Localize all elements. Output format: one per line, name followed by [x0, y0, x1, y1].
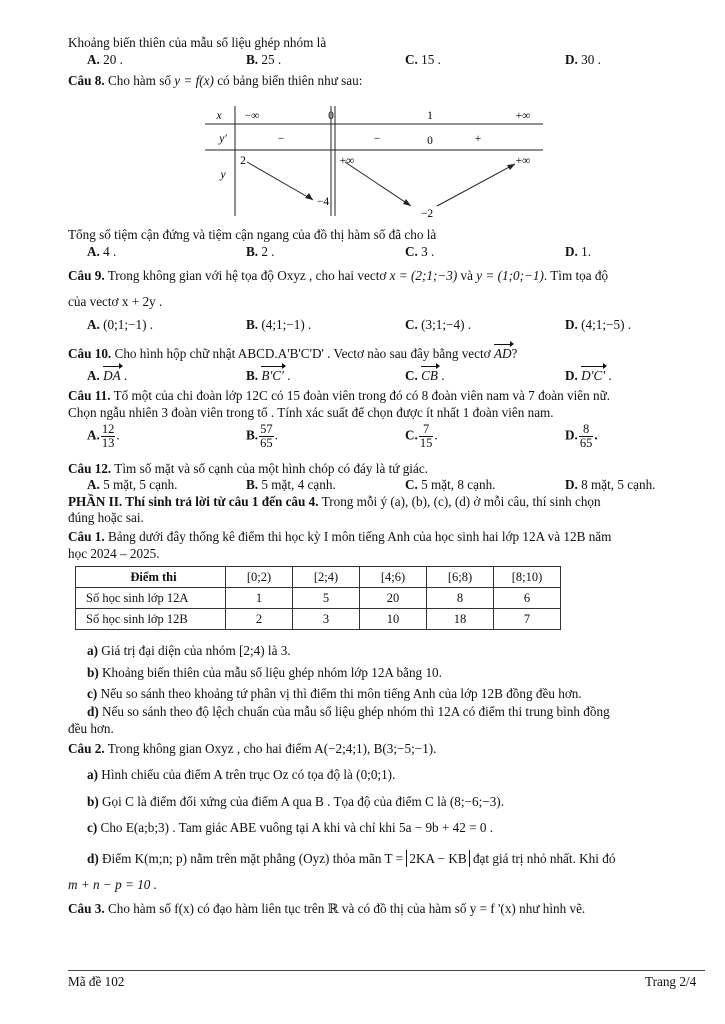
q8-option-d[interactable]: D. 1. [565, 244, 592, 259]
part2-heading: PHẦN II. Thí sinh trả lời từ câu 1 đến câu 4. Trong mỗi ý (a), (b), (c), (d) ở mỗi câu, thí sinh chọn [68, 494, 601, 509]
p2q2-item-c[interactable]: c) Cho E(a;b;3) . Tam giác ABE vuông tại A khi và chỉ khi 5a − 9b + 42 = 0 . [87, 820, 494, 835]
table-cell: 3 [293, 609, 360, 630]
table-cell: 10 [360, 609, 427, 630]
table-header-cell: [2;4) [293, 567, 360, 588]
vt-yp-2: 0 [427, 135, 433, 147]
q10-stem: Câu 10. Cho hình hộp chữ nhật ABCD.A'B'C'D' . Vectơ nào sau đây bằng vectơ AD? [68, 346, 518, 361]
p2q3-stem: Câu 3. Cho hàm số f(x) có đạo hàm liên tục trên ℝ và có đồ thị của hàm số y = f '(x) như hình vẽ. [68, 901, 586, 916]
vt-yp-3: + [474, 133, 482, 145]
table-cell: 18 [427, 609, 494, 630]
p2q2-item-b[interactable]: b) Gọi C là điểm đối xứng của điểm A qua B . Tọa độ của điểm C là (8;−6;−3). [87, 794, 504, 809]
vt-y-2: +∞ [339, 155, 355, 167]
q11-option-c[interactable]: C. $\frac{7}{15}$ . [405, 422, 438, 450]
vt-y-0: 2 [240, 155, 246, 167]
vt-y-1: −4 [316, 196, 330, 208]
table-cell: 1 [226, 588, 293, 609]
p2q1-item-c[interactable]: c) Nếu so sánh theo khoảng tứ phân vị thì điểm thi môn tiếng Anh của lớp 12B đồng đều hơn. [87, 686, 582, 701]
q9-option-b[interactable]: B. (4;1;−1) . [246, 317, 312, 332]
vt-yp-0: − [277, 133, 285, 145]
table-row [76, 609, 561, 630]
vt-yp-label: y' [219, 133, 227, 145]
q7-option-a[interactable]: A. 20 . [87, 52, 123, 67]
p2q2-item-d-line2: m + n − p = 10 . [68, 877, 157, 892]
vt-y-3: −2 [420, 208, 434, 220]
q7-stem: Khoảng biến thiên của mẫu số liệu ghép nhóm là [68, 35, 327, 50]
vt-x-3: +∞ [515, 110, 531, 122]
vt-x-label: x [216, 110, 222, 122]
variation-table [205, 104, 545, 224]
q8-option-a[interactable]: A. 4 . [87, 244, 117, 259]
q12-option-b[interactable]: B. 5 mặt, 4 cạnh. [246, 477, 336, 492]
q10-option-a[interactable]: A. DA . [87, 368, 128, 383]
table-cell: 20 [360, 588, 427, 609]
vt-y-label: y [220, 169, 226, 181]
q9-stem-line2: của vectơ x + 2y . [68, 294, 163, 309]
vt-x-0: −∞ [244, 110, 260, 122]
p2q1-item-b[interactable]: b) Khoảng biến thiên của mẫu số liệu ghép nhóm lớp 12A bằng 10. [87, 665, 442, 680]
t-expression: 2KA − KB [406, 850, 469, 867]
q10-option-b[interactable]: B. B'C' . [246, 368, 291, 383]
table-cell: 7 [494, 609, 561, 630]
table-cell: 5 [293, 588, 360, 609]
q8-question: Tổng số tiệm cận đứng và tiệm cận ngang của đồ thị hàm số đã cho là [68, 227, 437, 242]
q8-stem: Câu 8. Cho hàm số y = f(x) có bảng biến thiên như sau: [68, 73, 363, 88]
table-header-cell: [6;8) [427, 567, 494, 588]
arrow-down-1 [247, 162, 313, 200]
q10-option-c[interactable]: C. CB . [405, 368, 445, 383]
p2q2-item-a[interactable]: a) Hình chiếu của điểm A trên trục Oz có tọa độ là (0;0;1). [87, 767, 396, 782]
vector-ad: AD [493, 346, 512, 361]
table-header-row [76, 567, 561, 588]
q12-option-a[interactable]: A. 5 mặt, 5 cạnh. [87, 477, 178, 492]
q11-option-d[interactable]: D. $\frac{8}{65}$ . [565, 422, 598, 450]
p2q1-item-d-line2: đều hơn. [68, 721, 114, 736]
q7-option-b[interactable]: B. 25 . [246, 52, 282, 67]
q11-option-b[interactable]: B. $\frac{57}{65}$ . [246, 422, 278, 450]
q11-option-a[interactable]: A. $\frac{12}{13}$ . [87, 422, 120, 450]
q12-stem: Câu 12. Tìm số mặt và số cạnh của một hình chóp có đáy là tứ giác. [68, 461, 428, 476]
vt-y-4: +∞ [515, 155, 531, 167]
table-header-cell: [0;2) [226, 567, 293, 588]
footer-page-number: Trang 2/4 [645, 974, 697, 989]
table-header-cell: [4;6) [360, 567, 427, 588]
table-cell: 8 [427, 588, 494, 609]
q9-option-a[interactable]: A. (0;1;−1) . [87, 317, 154, 332]
p2q1-item-a[interactable]: a) Giá trị đại diện của nhóm [2;4) là 3. [87, 643, 291, 658]
table-cell: 2 [226, 609, 293, 630]
q11-stem-line2: Chọn ngẫu nhiên 3 đoàn viên trong tổ . Tính xác suất để chọn được ít nhất 1 đoàn viên nam. [68, 405, 554, 420]
q7-option-c[interactable]: C. 15 . [405, 52, 441, 67]
p2q1-stem-line2: học 2024 – 2025. [68, 546, 160, 561]
vector-x: x = (2;1;−3) [389, 268, 458, 283]
p2q2-item-d[interactable]: d) Điểm K(m;n; p) nằm trên mặt phẳng (Oyz) thỏa mãn T = 2KA − KB đạt giá trị nhỏ nhất. Khi đó [87, 851, 616, 866]
arrow-up [437, 164, 515, 206]
table-header-cell: [8;10) [494, 567, 561, 588]
q7-option-d[interactable]: D. 30 . [565, 52, 601, 67]
table-row [76, 588, 561, 609]
q12-option-c[interactable]: C. 5 mặt, 8 cạnh. [405, 477, 496, 492]
q9-option-c[interactable]: C. (3;1;−4) . [405, 317, 472, 332]
vt-yp-1: − [373, 133, 381, 145]
q11-stem: Câu 11. Tổ một của chi đoàn lớp 12C có 15 đoàn viên trong đó có 8 đoàn viên nam và 7 đoàn viên nữ. [68, 388, 611, 403]
q9-option-d[interactable]: D. (4;1;−5) . [565, 317, 632, 332]
q8-option-c[interactable]: C. 3 . [405, 244, 435, 259]
table-cell: Số học sinh lớp 12A [76, 588, 226, 609]
arrow-down-2 [345, 162, 411, 206]
vt-x-1: 0 [328, 110, 334, 122]
table-cell: Số học sinh lớp 12B [76, 609, 226, 630]
part2-heading-line2: đúng hoặc sai. [68, 510, 144, 525]
vt-x-2: 1 [427, 110, 433, 122]
q12-option-d[interactable]: D. 8 mặt, 5 cạnh. [565, 477, 656, 492]
score-table [75, 566, 561, 630]
footer-divider [68, 970, 705, 971]
table-cell: 6 [494, 588, 561, 609]
table-header-cell: Điểm thi [76, 567, 226, 588]
p2q2-stem: Câu 2. Trong không gian Oxyz , cho hai điểm A(−2;4;1), B(3;−5;−1). [68, 741, 437, 756]
p2q1-stem: Câu 1. Bảng dưới đây thống kê điểm thi học kỳ I môn tiếng Anh của học sinh hai lớp 12A và 12B năm [68, 529, 612, 544]
q8-option-b[interactable]: B. 2 . [246, 244, 275, 259]
vector-y: y = (1;0;−1) [476, 268, 544, 283]
q10-option-d[interactable]: D. D'C' . [565, 368, 612, 383]
q9-stem: Câu 9. Trong không gian với hệ tọa độ Oxyz , cho hai vectơ x = (2;1;−3) và y = (1;0;−1). Tìm tọa độ [68, 268, 609, 283]
p2q1-item-d[interactable]: d) Nếu so sánh theo độ lệch chuẩn của mẫu số liệu ghép nhóm thì 12A có điểm thi trung bình đồng [87, 704, 610, 719]
footer-exam-code: Mã đề 102 [68, 974, 125, 989]
